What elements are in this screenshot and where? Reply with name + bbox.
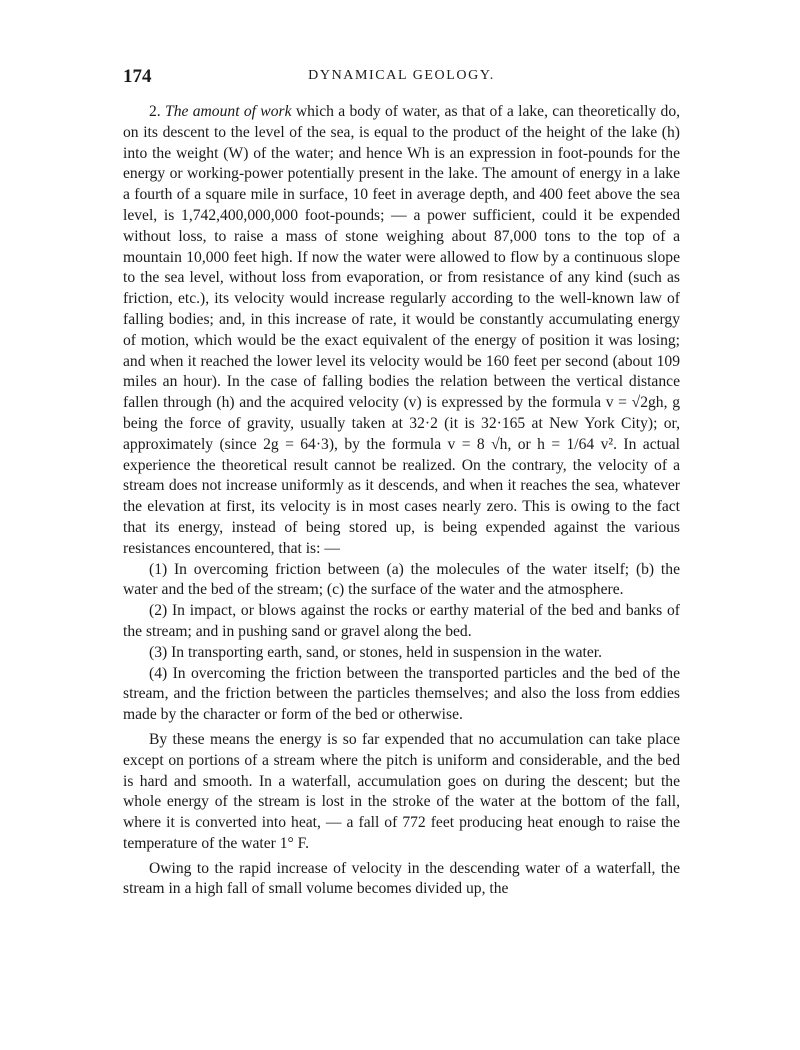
paragraph-lead-italic: The amount of work [165,103,292,120]
paragraph-transporting [123,643,680,664]
paragraph-lead: 2. [149,103,166,120]
paragraph-impact [123,601,680,643]
paragraph-particle-friction [123,664,680,726]
paragraph-text: (2) In impact, or blows against the rocks or earthy material of the bed and banks of the stream; and in pushing sand or gravel along the bed. [123,602,680,640]
paragraph-amount-of-work [123,102,680,560]
paragraph-text: Owing to the rapid increase of velocity in the descending water of a waterfall, the stream in a high fall of small volume becomes divided up, the [123,859,680,898]
paragraph-text: By these means the energy is so far expended that no accumulation can take place except on portions of a stream where the pitch is uniform and considerable, and the bed is hard and smooth. In a waterfall, accumulation goes on during the descent; but the whole energy of the stream is lost in the stroke of the water at the bottom of the fall, where it is converted into heat, — a fall of 772 feet producing heat enough to raise the temperature of the water 1° F. [123,730,680,852]
paragraph-text: (1) In overcoming friction between (a) the molecules of the water itself; (b) the water and the bed of the stream; (c) the surface of the water and the atmosphere. [123,560,680,599]
paragraph-waterfall-velocity [123,859,680,901]
paragraph-friction [123,560,680,602]
paragraph-text: (3) In transporting earth, sand, or stones, held in suspension in the water. [149,643,602,661]
paragraph-text: (4) In overcoming the friction between the transported particles and the bed of the stream, and the friction between the particles themselves; and also the loss from eddies made by the character or form of the bed or otherwise. [123,664,680,724]
paragraph-text: which a body of water, as that of a lake, can theoretically do, on its descent to the level of the sea, is equal to the product of the height of the lake (h) into the weight (W) of the water; and hence Wh is an expression in foot-pounds for the energy or working-power potentially present in the lake. The amount of energy in a lake a fourth of a square mile in surface, 10 feet in average depth, and 400 feet above the sea level, is 1,742,400,000,000 foot-pounds; — a power sufficient, could it be expended without loss, to raise a mass of stone weighing about 87,000 tons to the top of a mountain 10,000 feet high. If now the water were allowed to flow by a continuous slope to the sea level, without loss from evaporation, or from resistance of any kind (such as friction, etc.), its velocity would increase regularly according to the well-known law of falling bodies; and, in this increase of rate, it would be constantly accumulating energy of motion, which would be the exact equivalent of the energy of position it was losing; and when it reached the lower level its velocity would be 160 feet per second (about 109 miles an hour). In the case of falling bodies the relation between the vertical distance fallen through (h) and the acquired velocity (v) is expressed by the formula v = √2gh, g being the force of gravity, usually taken at 32·2 (it is 32·165 at New York City); or, approximately (since 2g = 64·3), by the formula v = 8 √h, or h = 1/64 v². In actual experience the theoretical result cannot be realized. On the contrary, the velocity of a stream does not increase uniformly as it descends, and when it reaches the sea, whatever the elevation at first, its velocity is in most cases nearly zero. This is owing to the fact that its energy, instead of being stored up, is being expended against the various resistances encountered, that is: — [123,103,681,557]
paragraph-energy-expended [123,730,680,855]
page-number: 174 [123,66,152,87]
running-head [123,66,680,88]
running-title: DYNAMICAL GEOLOGY. [308,68,495,83]
body-text [123,102,680,900]
